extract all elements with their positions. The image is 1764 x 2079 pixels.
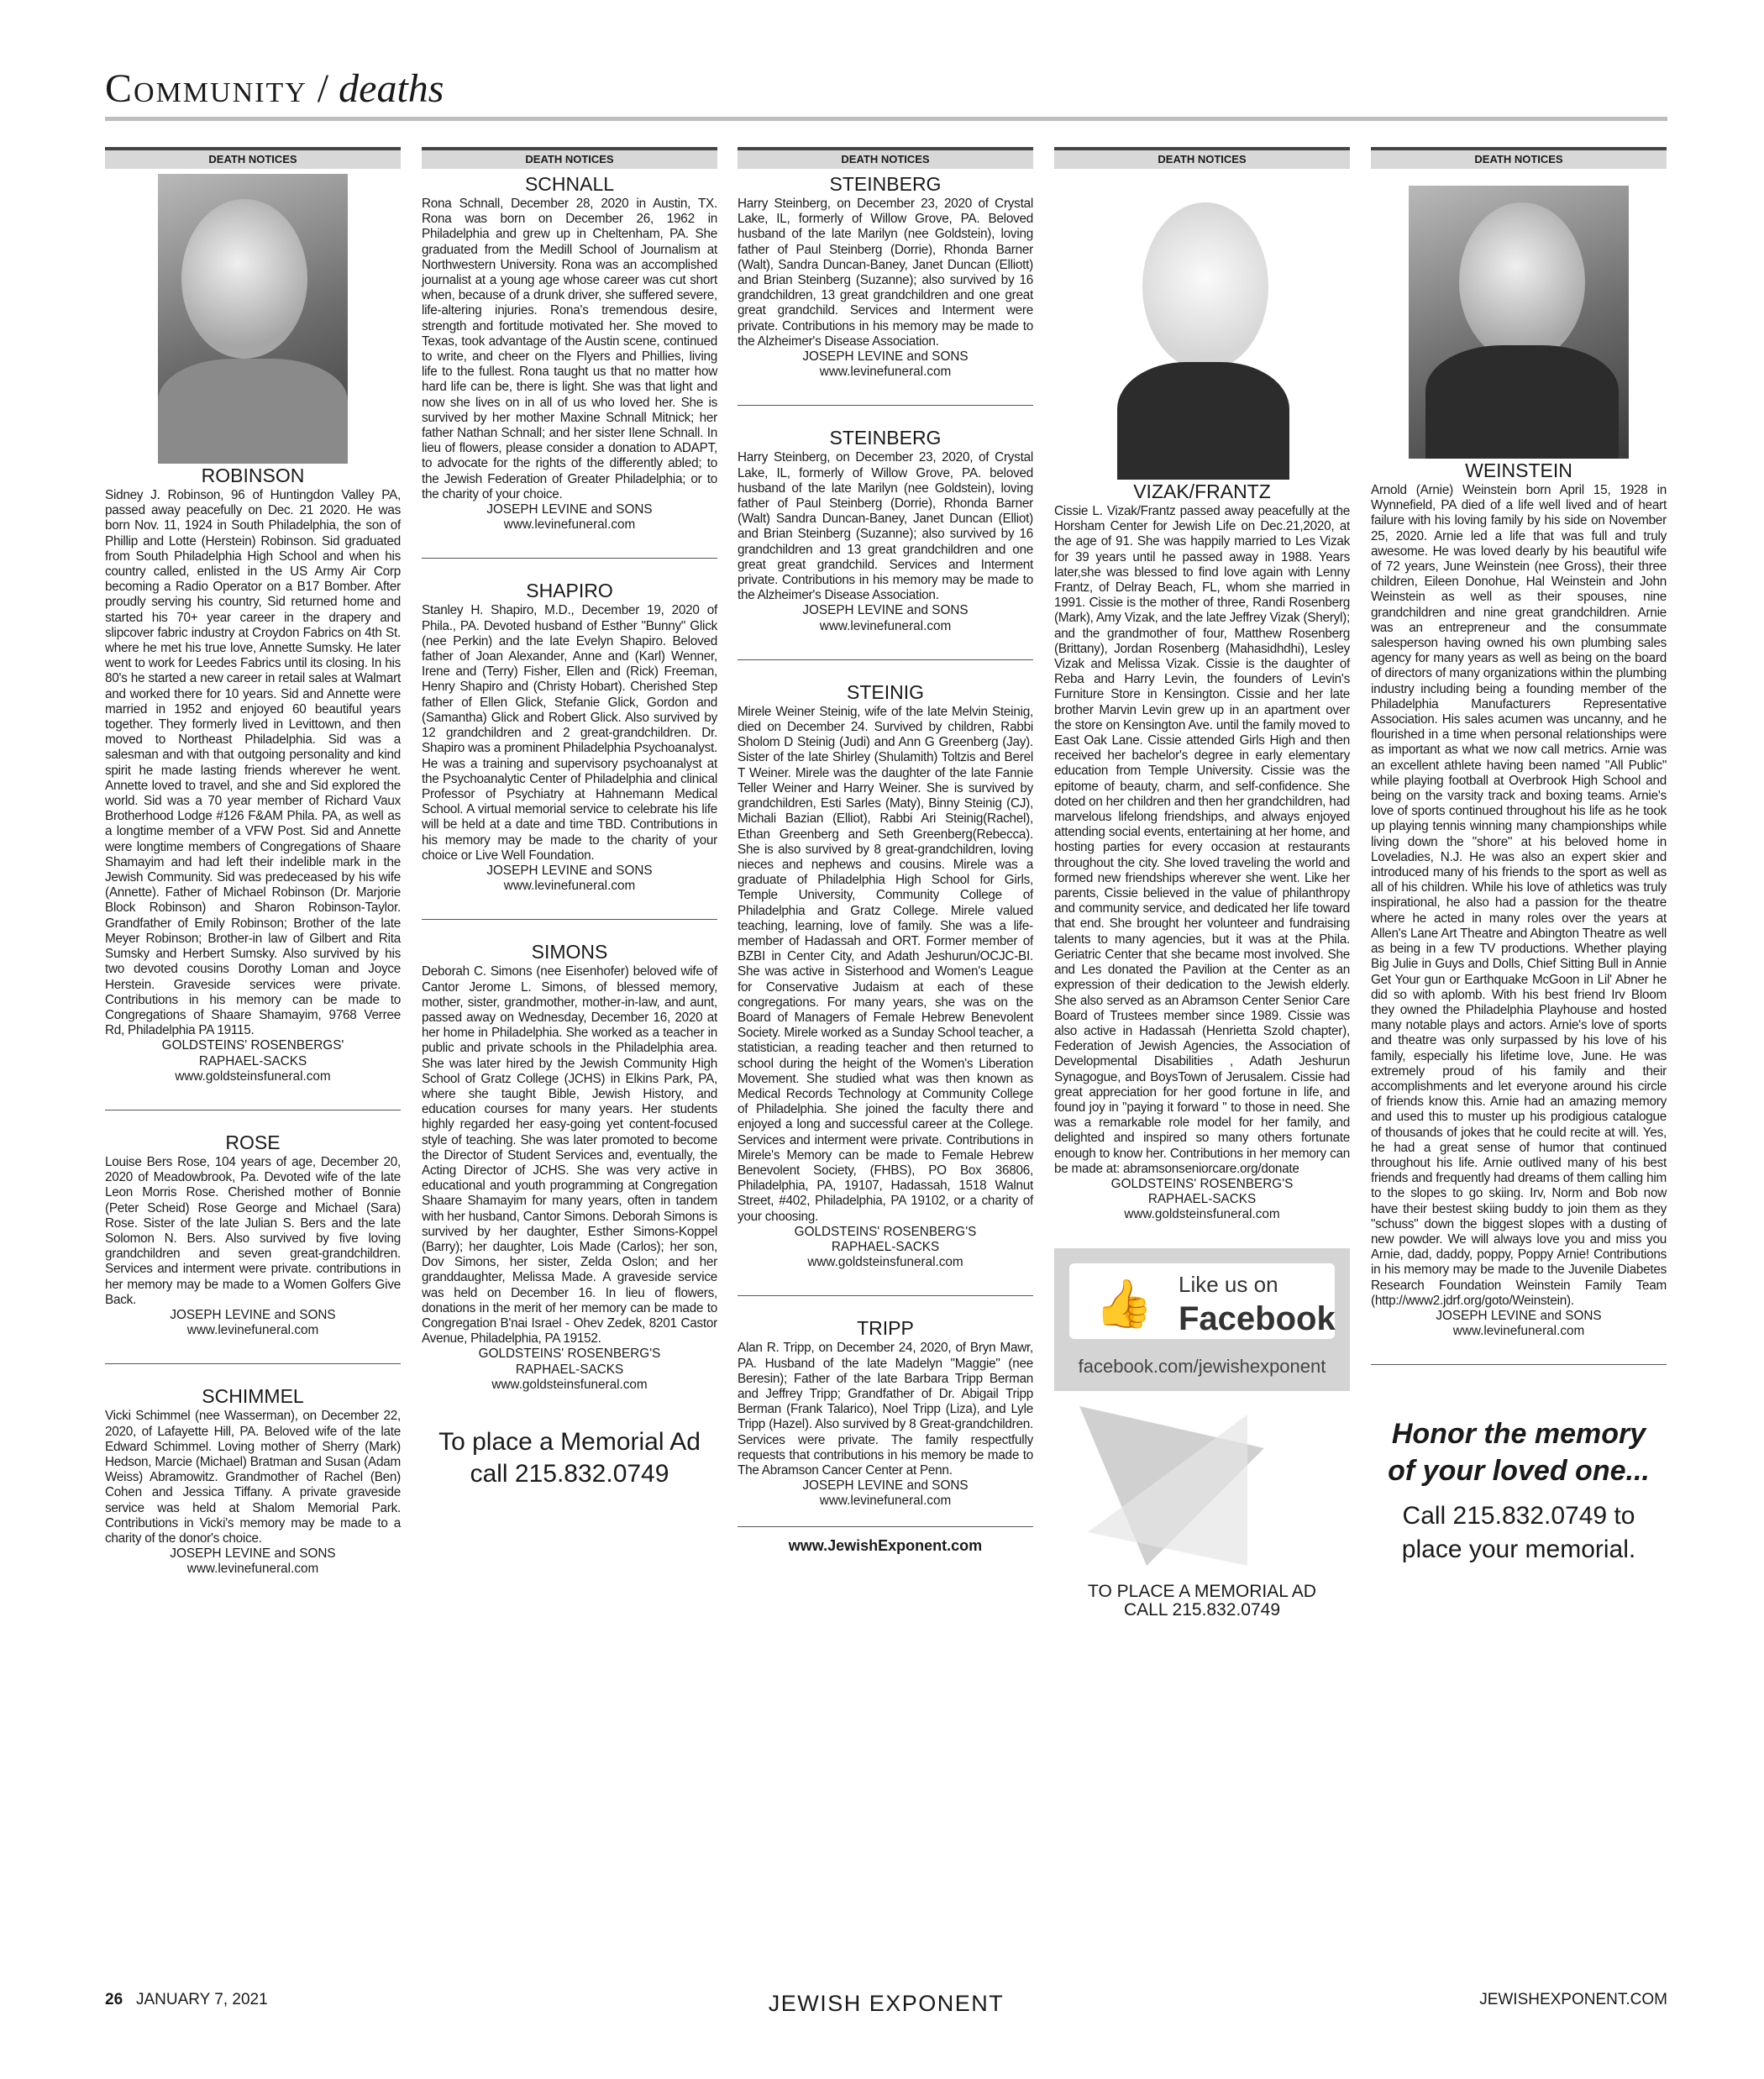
column-5 (1371, 147, 1667, 1567)
funeral-home-line[interactable]: www.goldsteinsfuneral.com (1124, 1207, 1280, 1222)
notice-text: Harry Steinberg, on December 23, 2020 of Crystal Lake, IL, formerly of Willow Grove, PA. Beloved husband of the late Marilyn (nee Goldstein), loving father of Paul Steinberg (Dorrie), Rhonda Barner (Walt), Sandra Duncan-Baney, Janet Duncan (Elliott) and Brian Steinberg (Suzanne); also survived by 16 grandchildren, 13 great grandchildren and one great great grandchild. Services and Interment were private. Contributions in his memory may be made to the Alzheimer's Disease Association. (738, 197, 1033, 349)
notice-name: SCHNALL (524, 173, 615, 195)
funeral-home-line: JOSEPH LEVINE and SONS (802, 349, 969, 365)
notice-separator (422, 919, 717, 920)
column-1 (105, 147, 401, 1603)
funeral-home-line: RAPHAEL-SACKS (515, 1362, 624, 1377)
robinson-photo (158, 174, 348, 464)
notice-separator (738, 405, 1033, 406)
notice-name: WEINSTEIN (1465, 459, 1572, 481)
notice-name: SCHIMMEL (202, 1385, 304, 1408)
issue-date: JANUARY 7, 2021 (135, 1991, 268, 2008)
death-notices-tab: DEATH NOTICES (105, 147, 401, 169)
funeral-home-line[interactable]: www.levinefuneral.com (503, 517, 636, 533)
notice-separator (738, 1295, 1033, 1296)
honor-memory-call: Call 215.832.0749 to place your memorial. (1401, 1502, 1636, 1564)
notice-name: STEINBERG (829, 173, 942, 195)
notice-text: Rona Schnall, December 28, 2020 in Austin, TX. Rona was born on December 26, 1962 in Philadelphia and grew up in Cheltenham, PA. She graduated from the Medill School of Journalism at Northwestern University. Rona was an accomplished journalist at a young age whose career was cut short when, because of a drunk driver, she suffered severe, life-altering injuries. Rona's tremendous desire, strength and fortitude motivated her. She moved to Texas, took advantage of the Austin scene, continued to write, and cheer on the Flyers and Phillies, living life to the fullest. Rona taught us that no matter how hard life can be, there is light. She was that light and now she lives on in all of us who loved her. She is survived by her mother Maxine Schnall Mitnick; her father Nathan Schnall; and her sister Ilene Schnall. In lieu of flowers, please consider a donation to ADAPT, to advocate for the rights of the differently abled; to the Jewish Federation of Greater Philadelphia; or to the charity of your choice. (422, 197, 717, 501)
memorial-ad: TO PLACE A MEMORIAL AD CALL 215.832.0749 (1088, 1581, 1316, 1620)
notice-name: STEINBERG (829, 427, 942, 449)
notice-name: SIMONS (531, 941, 608, 963)
notice-text: Louise Bers Rose, 104 years of age, December 20, 2020 of Meadowbrook, Pa. Devoted wife of the late Leon Morris Rose. Cherished mother of Bonnie (Peter Scheid) Rose George and Michael (Sara) Rose. Sister of the late Julian S. Bers and the late Solomon N. Bers. Also survived by five loving grandchildren and seven great-grandchildren. Services and interment were private. contributions in her memory may be made to a Women Golfers Give Back. (105, 1154, 401, 1307)
funeral-home-line: GOLDSTEINS' ROSENBERG'S (794, 1224, 977, 1239)
funeral-home-line: JOSEPH LEVINE and SONS (1436, 1308, 1602, 1323)
funeral-home-line[interactable]: www.levinefuneral.com (186, 1562, 319, 1577)
notice-text: Arnold (Arnie) Weinstein born April 15, 1928 in Wynnefield, PA died of a life well lived and of heart failure with his loving family by his side on November 25, 2020. Arnie led a life that was full and truly awesome. He was loved dearly by his beautiful wife of 72 years, June Weinstein (nee Gross), their three children, Eileen Donohue, Hal Weinstein and John Weinstein as well as their spouses, nine grandchildren and nine great grandchildren. Arnie was an entrepreneur and the consummate salesperson having owned his own plumbing sales agency for many years as well as being on the board of directors of many organizations within the plumbing industry including being a founding member of the Philadelphia Manufacturers Representative Association. His sales acumen was uncanny, and he flourished in a time when personal relationships were as important as what we now call metrics. Arnie was an excellent athlete having been named "All Public" while playing football at Overbrook High School and being on the varsity track and boxing teams. Arnie's love of sports continued throughout his life as he took up playing tennis winning many championships while living down the "shore" at his beloved home in Loveladies, N.J. He was also an expert skier and introduced many of his friends to the sport as well as all of his children. While his love of athletics was truly inspirational, he also had a passion for the theatre where he acted in many roles over the years at Allen's Lane Art Theatre and Abington Theatre as well as being in a few TV productions. Whether playing Big Julie in Guys and Dolls, Chief Sitting Bull in Annie Get Your gun or Earthquake McGoon in Lil' Abner he did so with aplomb. With his best friend Irv Bloom they owned the Philadelphia Playhouse and hosted many notable plays and actors. Arnie's love of sports and theatre was only surpassed by his love of his family, especially his lifetime love, June. He was extremely proud of his family and their accomplishments and let everyone around his circle of friends know this. Arnie had an amazing memory and used this to muster up his prodigious catalogue of thousands of jokes that he could recite at will. Yes, he had a great sense of humor that continued throughout his life. Arnie outlived many of his best friends and frequently had dreams of them calling him to the slopes to go skiing. Irv, Norm and Bob now have their bestest skiing buddy to join them as they "schuss" down the biggest slopes with a dusting of new powder. We will always love you and miss you Arnie, dad, daddy, poppy, Poppy Arnie! Contributions in his memory may be made to the Juvenile Diabetes Research Foundation Weinstein Family Team (http://www2.jdrf.org/goto/Weinstein). (1371, 483, 1667, 1308)
death-notices-tab: DEATH NOTICES (738, 147, 1033, 169)
notice-name: SHAPIRO (526, 580, 613, 602)
death-notice (738, 682, 1033, 1271)
funeral-home-line[interactable]: www.levinefuneral.com (819, 1494, 952, 1509)
section-title: Community (105, 66, 307, 111)
funeral-home-line[interactable]: www.levinefuneral.com (1452, 1324, 1585, 1339)
death-notice (105, 1386, 401, 1577)
funeral-home-line: JOSEPH LEVINE and SONS (170, 1307, 336, 1322)
weinstein-photo (1409, 186, 1629, 459)
funeral-home-line: JOSEPH LEVINE and SONS (802, 603, 969, 618)
death-notice (422, 580, 717, 894)
funeral-home-line: GOLDSTEINS' ROSENBERG'S (478, 1347, 661, 1362)
notice-text: Vicki Schimmel (nee Wasserman), on December 22, 2020, of Lafayette Hill, PA. Beloved wife of the late Edward Schimmel. Loving mother of Sherry (Mark) Hedson, Marcie (Michael) Bratman and Susan (Adam Weiss) Abramowitz. Grandmother of Rachel (Ben) Cohen and Jessica Tiffany. A private graveside service was held at Shalom Memorial Park. Contributions in Vicki's memory may be made to a charity of the donor's choice. (105, 1409, 401, 1546)
facebook-ad[interactable]: 👍 Like us on Facebook facebook.com/jewishexponent (1054, 1248, 1350, 1391)
notice-name: VIZAK/FRANTZ (1133, 480, 1271, 502)
death-notice (738, 428, 1033, 633)
notice-name: TRIPP (857, 1317, 914, 1340)
funeral-home-line: GOLDSTEINS' ROSENBERGS' (161, 1038, 344, 1053)
column-3 (738, 147, 1033, 1555)
funeral-home-line: RAPHAEL-SACKS (831, 1239, 940, 1254)
section-subtitle: deaths (339, 66, 444, 111)
section-header: Community / deaths (105, 66, 444, 111)
death-notice (1371, 460, 1667, 1339)
death-notice (105, 465, 401, 1084)
paper-name: JEWISH EXPONENT (768, 1991, 1005, 2016)
funeral-home-line: GOLDSTEINS' ROSENBERG'S (1110, 1176, 1294, 1191)
honor-memory-heading: Honor the memory of your loved one... (1388, 1418, 1650, 1488)
notice-separator (105, 1363, 401, 1364)
funeral-home-line: JOSEPH LEVINE and SONS (486, 502, 653, 517)
thumbs-up-icon: 👍 (1095, 1276, 1153, 1330)
death-notice (738, 1318, 1033, 1509)
funeral-home-line[interactable]: www.goldsteinsfuneral.com (175, 1068, 331, 1084)
funeral-home-line: JOSEPH LEVINE and SONS (802, 1478, 969, 1494)
notice-name: STEINIG (846, 680, 924, 703)
death-notice (422, 942, 717, 1393)
funeral-home-line: JOSEPH LEVINE and SONS (170, 1546, 336, 1562)
notice-text: Deborah C. Simons (nee Eisenhofer) beloved wife of Cantor Jerome L. Simons, of blessed memory, mother, sister, grandmother, mother-in-law, and aunt, passed away on Wednesday, December 16, 2020 at her home in Philadelphia. She worked as a teacher in public and private schools in the Philadelphia area. She was later hired by the Jewish Community High School of Gratz College (JCHS) in Elkins Park, PA, where she taught Bible, Jewish History, and education courses for many years. Her students highly regarded her easy-going yet content-focused style of teaching. She was later promoted to become the Director of Student Services and, eventually, the Acting Director of JCHS. She was very active in educational and youth programming at Congregation Shaare Shamayim for many years, often in tandem with her husband, Cantor Simons. Deborah Simons is survived by her daughter, Esther Simons-Koppel (Barry); her daughter, Lois Made (Carlos); her son, Dov Simons, her sister, Zelda Oslon; and her granddaughter, Melissa Made. A graveside service was held on December 16. In lieu of flowers, donations in the merit of her memory can be made to Congregation B'nai Israel - Ohev Zedek, 8201 Castor Avenue, Philadelphia, PA 19152. (422, 964, 717, 1347)
death-notice (422, 174, 717, 533)
column-4 (1054, 147, 1350, 1620)
notice-name: ROSE (225, 1131, 281, 1153)
funeral-home-line[interactable]: www.levinefuneral.com (503, 879, 636, 894)
vizak-photo (1109, 194, 1295, 480)
site-url[interactable]: JEWISHEXPONENT.COM (1479, 1991, 1667, 2008)
funeral-home-line: JOSEPH LEVINE and SONS (486, 863, 653, 878)
funeral-home-line[interactable]: www.levinefuneral.com (819, 618, 952, 633)
page-number: 26 (105, 1991, 123, 2008)
notice-text: Sidney J. Robinson, 96 of Huntingdon Valley PA, passed away peacefully on Dec. 21 2020. He was born Nov. 11, 1924 in South Philadelphia, the son of Phillip and Lotte (Herstein) Robinson. Sid graduated from South Philadelphia High School and when his country called, enlisted in the US Army Air Corp becoming a Radio Operator on a B17 Bomber. After proudly serving his country, Sid returned home and started his 70+ year career in the drapery and slipcover fabric industry at Croydon Fabrics on 4th St. where he met his true love, Annette Sumsky. He later went to work for Leedes Fabrics until its closing. In his 80's he started a new career in retail sales at Walmart and worked there for 10 years. Sid and Annette were married in 1952 and enjoyed 60 beautiful years together. They formerly lived in Levittown, and then moved to Northeast Philadelphia. Sid was a salesman and with that outgoing personality and kind spirit he made lasting friends wherever he went. Annette loved to travel, and she and Sid explored the world. Sid was a 70 year member of Richard Vaux Brotherhood Lodge #126 F&AM Phila. PA, as well as a longtime member of a VFW Post. Sid and Annette were longtime members of Congregations of Shaare Shamayim and had left their indelible mark in the Jewish Community. Sid was predeceased by his wife (Annette). Father of Michael Robinson (Dr. Marjorie Block Robinson) and Sharon Robinson-Taylor. Grandfather of Emily Robinson; Brother of the late Meyer Robinson; Brother-in law of Gilbert and Rita Sumsky and Herbert Sumsky. Also survived by his two devoted cousins Dorothy Loman and Joyce Herstein. Graveside services were private. Contributions in his memory can be made to Congregations of Shaare Shamayim, 9768 Verree Rd, Philadelphia PA 19115. (105, 488, 401, 1038)
funeral-home-line[interactable]: www.goldsteinsfuneral.com (491, 1377, 648, 1392)
notice-name: ROBINSON (201, 465, 305, 486)
funeral-home-line: RAPHAEL-SACKS (1147, 1192, 1257, 1207)
notice-text: Cissie L. Vizak/Frantz passed away peacefully at the Horsham Center for Jewish Life on Dec.21,2020, at the age of 91. She was happily married to Les Vizak for 39 years until he passed away in 1988. Years later,she was blessed to find love again with Lenny Frantz, of Delray Beach, FL, whom she married in 1991. Cissie is the mother of three, Randi Rosenberg (Mark), Amy Vizak, and the late Jeffrey Vizak (Sheryl); and the grandmother of four, Matthew Rosenberg (Brittany), Jordan Rosenberg (Mahasidhdhi), Lesley Vizak and Melissa Vizak. Cissie is the daughter of Reba and Harry Levin, the founders of Levin's Furniture Store in Kensington. Cissie and her late brother Marvin Levin grew up in an apartment over the store on Kensington Ave. until the family moved to East Oak Lane. Cissie attended Girls High and then received her bachelor's degree in early elementary education from Temple University. Cissie was the epitome of beauty, charm, and self-confidence. She doted on her children and then her grandchildren, had marvelous lifelong friendships, and always enjoyed attending social events, entertaining at her home, and hosting parties for every occasion at restaurants throughout the city. She loved traveling the world and formed new friendships wherever she went. Like her parents, Cissie believed in the value of philanthropy and community service, and dedicated her life toward that end. She brought her volunteer and fundraising talents to many agencies, but it was at the Phila. Geriatric Center that she became most involved. She and Les donated the Pavilion at the Center as an expression of their dedication to the Jewish elderly. She also served as an Abramson Center Senior Care Board of Trustees member since 1989. Cissie was also active in Hadassah (Henrietta Szold chapter), Federation of Jewish Agencies, the Association of Developmental Disabilities , Adath Jeshurun Synagogue, and BoysTown of Jerusalem. Cissie had great appreciation for her good fortune in life, and found joy in "paying it forward " to those in need. She was a remarkable role model for her family, and delighted and inspired so many others fortunate enough to know her. Contributions in her memory can be made at: abramsonseniorcare.org/donate (1054, 504, 1350, 1176)
notice-text: Harry Steinberg, on December 23, 2020, of Crystal Lake, IL, formerly of Willow Grove, PA. beloved husband of the late Marilyn (nee Goldstein), loving father of Paul Steinberg (Dorrie), Rhonda Barner (Walt) Sandra Duncan-Baney, Janet Duncan (Elliot) and Brian Steinberg (Suzanne); also survived by 16 grandchildren and 13 great grandchildren and one great great grandchild. Services and Interment private. Contributions in his memory may be made to the Alzheimer's Disease Association. (738, 450, 1033, 603)
notice-text: Stanley H. Shapiro, M.D., December 19, 2020 of Phila., PA. Devoted husband of Esther "Bunny" Glick (nee Perkin) and the late Evelyn Shapiro. Beloved father of Joan Alexander, Anne and (Karl) Wenner, Irene and (Terry) Fisher, Ellen and (Rick) Freeman, Henry Shapiro and (Christy Hobart). Cherished Step father of Ellen Glick, Stefanie Glick, Gordon and (Samantha) Glick and Robert Glick. Also survived by 12 grandchildren and 2 great-grandchildren. Dr. Shapiro was a prominent Philadelphia Psychoanalyst. He was a training and supervisory psychoanalyst at the Psychoanalytic Center of Philadelphia and clinical Professor of Psychiatry at Hahnemann Medical School. A virtual memorial service to celebrate his life will be held at a date and time TBD. Contributions in his memory may be made to the charity of your choice or Live Well Foundation. (422, 603, 717, 863)
notice-text: Mirele Weiner Steinig, wife of the late Melvin Steinig, died on December 24. Survived by children, Rabbi Sholom D Steinig (Judi) and Ann G Greenberg (Jay). Sister of the late Shirley (Shulamith) Toltzis and Berel T Weiner. Mirele was the daughter of the late Fannie Teller Weiner and Harry Weiner. She is survived by grandchildren, Esti Sarles (Maty), Binny Steinig (CJ), Michali Bazian (Elliot), Rabbi Ari Steinig(Rachel), Ethan Greenberg and Seth Greenberg(Rebecca). She is also survived by 8 great-grandchildren, loving nieces and nephews and cousins. Mirele was a graduate of Philadelphia High School for Girls, Temple University, Community College of Philadelphia and Gratz College. Mirele valued teaching, learning, love of family. She was a life-member of Hadassah and ORT. Former member of BZBI in Center City, and Adath Jeshurun/OCJC-BI. She was active in Sisterhood and Women's League for Conservative Judaism at each of these congregations. For many years, she was on the Board of Managers of Female Hebrew Benevolent Society. Mirele worked as a Sunday School teacher, a statistician, a reading teacher and then returned to school during the height of the Women's Liberation Movement. She studied what was then known as Medical Records Technology at Community College of Philadelphia. She joined the faculty there and enjoyed a long and successful career at the College. Services and interment were private. Contributions in Mirele's Memory can be made to Female Hebrew Benevolent Society, (FHBS), PO Box 36806, Philadelphia, PA, 19107, Hadassah, 1518 Walnut Street, #402, Philadelphia, PA 19102, or a charity of your choosing. (738, 704, 1033, 1224)
death-notice (1054, 481, 1350, 1223)
column-2 (422, 147, 717, 1490)
star-of-david-icon (1054, 1398, 1350, 1574)
memorial-ad: To place a Memorial Ad call 215.832.0749 (438, 1428, 701, 1488)
funeral-home-line[interactable]: www.levinefuneral.com (186, 1323, 319, 1338)
notice-separator (422, 558, 717, 559)
notice-separator (738, 659, 1033, 660)
header-rule (105, 117, 1667, 121)
death-notice (738, 174, 1033, 380)
death-notice (105, 1132, 401, 1338)
death-notices-tab: DEATH NOTICES (1371, 147, 1667, 169)
notice-text: Alan R. Tripp, on December 24, 2020, of Bryn Mawr, PA. Husband of the late Madelyn "Maggie" (nee Beresin); Father of the late Barbara Tripp Berman and Jeffrey Tripp; Grandfather of Dr. Abigail Tripp Berman (Frank Talarico), Noel Tripp (Liza), and Lyle Tripp (Hazel). Also survived by 8 Great-grandchildren. Services were private. The family respectfully requests that contributions in his memory be made to The Abramson Cancer Center at Penn. (738, 1341, 1033, 1478)
funeral-home-line[interactable]: www.levinefuneral.com (819, 365, 952, 380)
page-footer (105, 1991, 1667, 2016)
website-link[interactable]: www.JewishExponent.com (738, 1526, 1033, 1555)
death-notices-tab: DEATH NOTICES (1054, 147, 1350, 169)
death-notices-tab: DEATH NOTICES (422, 147, 717, 169)
funeral-home-line: RAPHAEL-SACKS (198, 1053, 307, 1068)
funeral-home-line[interactable]: www.goldsteinsfuneral.com (807, 1255, 963, 1270)
